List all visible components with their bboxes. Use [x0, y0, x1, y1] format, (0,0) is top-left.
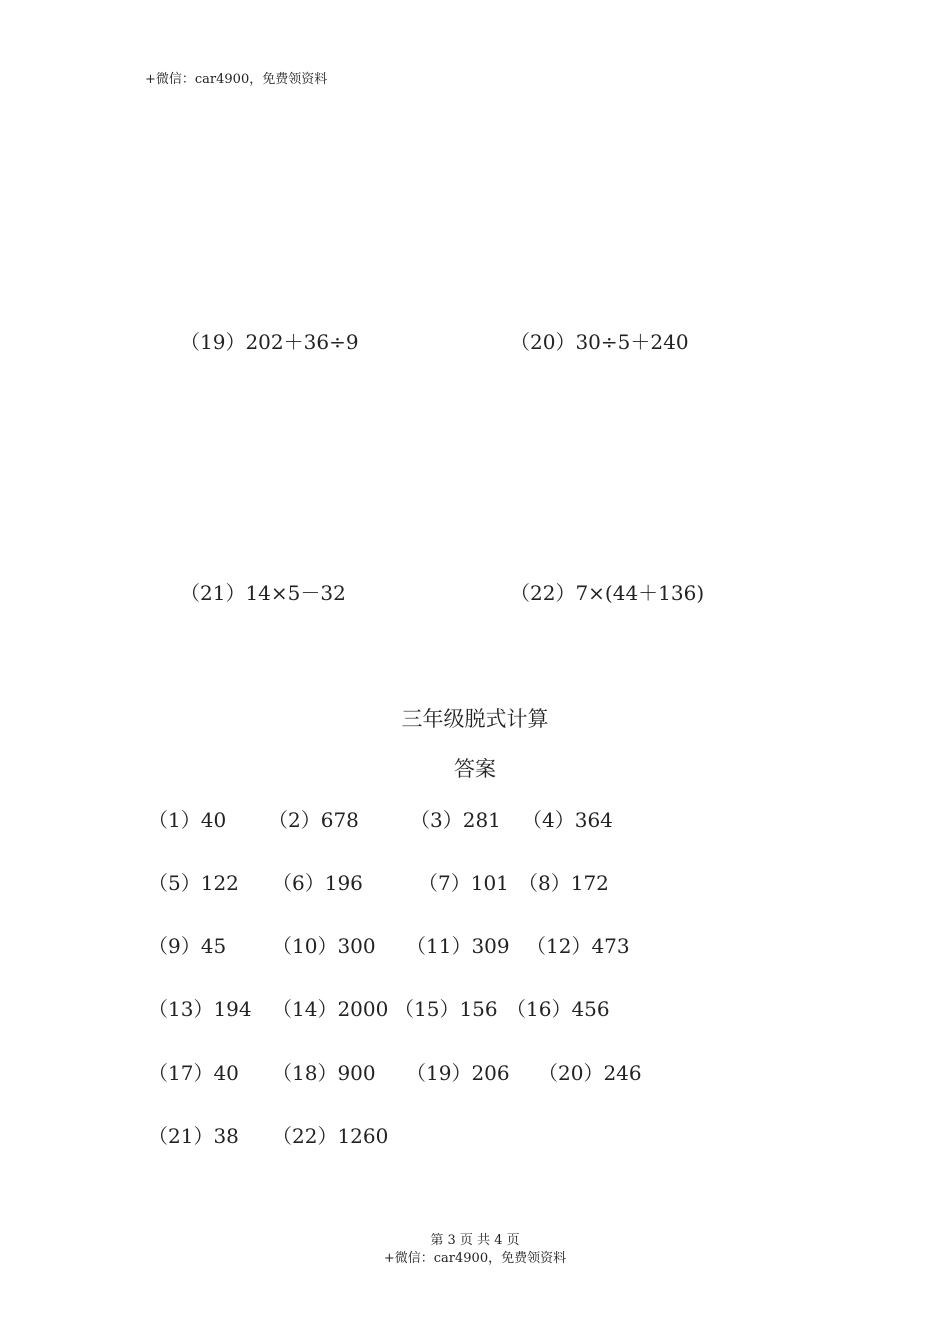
answer-21: （21）38	[148, 1124, 239, 1148]
answer-6: （6）196	[272, 871, 363, 895]
answers-title: 三年级脱式计算	[401, 707, 549, 731]
page-number: 第 3 页 共 4 页	[430, 1233, 520, 1248]
problem-20: （20）30÷5＋240	[510, 330, 689, 354]
answer-8: （8）172	[518, 871, 609, 895]
answer-17: （17）40	[148, 1061, 239, 1085]
answer-9: （9）45	[148, 934, 227, 958]
problem-19: （19）202＋36÷9	[180, 330, 359, 354]
answer-15: （15）156	[394, 997, 498, 1021]
answer-12: （12）473	[526, 934, 630, 958]
answers-subtitle: 答案	[454, 757, 496, 781]
answer-18: （18）900	[272, 1061, 376, 1085]
answer-16: （16）456	[506, 997, 610, 1021]
answer-2: （2）678	[268, 808, 359, 832]
answer-22: （22）1260	[272, 1124, 389, 1148]
problem-22: （22）7×(44＋136)	[510, 581, 705, 605]
answer-13: （13）194	[148, 997, 252, 1021]
answer-20: （20）246	[538, 1061, 642, 1085]
answer-4: （4）364	[522, 808, 613, 832]
answer-5: （5）122	[148, 871, 239, 895]
answer-7: （7）101	[418, 871, 509, 895]
problem-21: （21）14×5－32	[180, 581, 346, 605]
answer-10: （10）300	[272, 934, 376, 958]
answer-11: （11）309	[406, 934, 510, 958]
header-watermark: +微信：car4900，免费领资料	[145, 72, 328, 87]
answer-1: （1）40	[148, 808, 227, 832]
answer-3: （3）281	[410, 808, 501, 832]
footer-watermark: +微信：car4900，免费领资料	[383, 1251, 567, 1266]
answer-14: （14）2000	[272, 997, 389, 1021]
answer-19: （19）206	[406, 1061, 510, 1085]
